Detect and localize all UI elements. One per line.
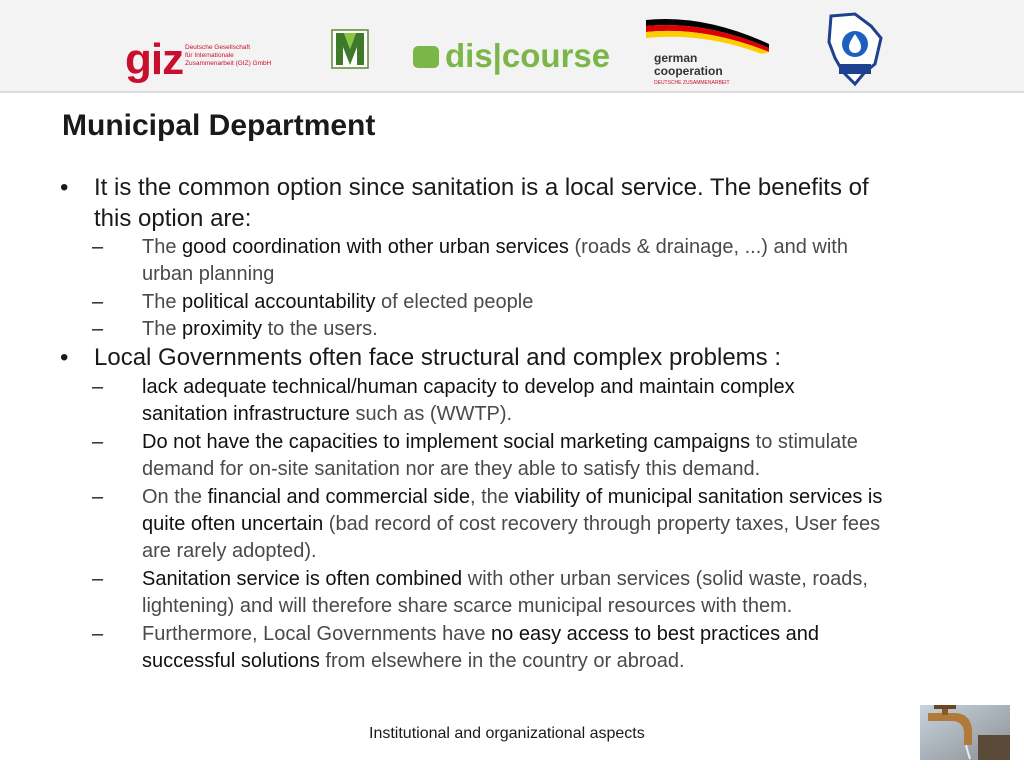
german-cooperation-subtitle: DEUTSCHE ZUSAMMENARBEIT: [654, 80, 730, 86]
highlight-text: quite often uncertain: [142, 513, 324, 535]
discourse-logo-box: [413, 46, 439, 68]
discourse-logo-text: dis|course: [445, 37, 611, 74]
bullet-2-sub-2-line-1: [142, 429, 858, 456]
bullet-marker: •: [60, 174, 69, 201]
german-flag-swoosh-icon: [644, 14, 774, 54]
text-run: such as (WWTP).: [349, 403, 513, 425]
bullet-marker: •: [60, 344, 69, 371]
highlight-text: viability of municipal sanitation services is: [514, 486, 883, 508]
highlight-text: Do not have the capacities to implement social marketing campaigns: [142, 431, 751, 453]
highlight-text: political accountability: [182, 291, 376, 313]
bullet-2-sub-5-line-2: [142, 648, 685, 675]
kenya-water-services-trust-fund-logo: [825, 12, 885, 88]
m-logo-icon: [331, 29, 369, 69]
bullet-1-sub-1-line-2: urban planning: [142, 263, 275, 285]
text-run: with other urban services (solid waste, roads,: [462, 568, 868, 590]
text-run: from elsewhere in the country or abroad.: [319, 650, 685, 672]
text-run: The: [142, 318, 183, 340]
highlight-text: successful solutions: [142, 650, 320, 672]
discourse-logo: [413, 37, 611, 74]
text-run: (roads & drainage, ...) and with: [568, 236, 848, 258]
highlight-text: proximity: [182, 318, 263, 340]
dash-marker: –: [92, 431, 104, 453]
bullet-2-sub-1-line-2: [142, 401, 512, 428]
bullet-2-sub-4-line-2: lightening) and will therefore share scarce municipal resources with them.: [142, 595, 793, 617]
bullet-1-sub-3: [142, 316, 378, 343]
bullet-1-line-1: It is the common option since sanitation is a local service. The benefits of: [94, 174, 869, 201]
text-run: Furthermore, Local Governments have: [142, 623, 492, 645]
dash-marker: –: [92, 318, 104, 340]
text-run: The: [142, 236, 183, 258]
bullet-2-sub-5-line-1: [142, 621, 819, 648]
dash-marker: –: [92, 236, 104, 258]
bullet-2-sub-2-line-2: demand for on-site sanitation nor are they able to satisfy this demand.: [142, 458, 761, 480]
highlight-text: Sanitation service is often combined: [142, 568, 463, 590]
bullet-2-sub-1-line-1: [142, 374, 795, 401]
text-run: The: [142, 291, 183, 313]
dash-marker: –: [92, 291, 104, 313]
german-cooperation-logo: [644, 14, 774, 90]
highlight-text: no easy access to best practices and: [491, 623, 820, 645]
logo-bar: [0, 0, 1024, 93]
text-run: to stimulate: [750, 431, 858, 453]
giz-logo-mark: giz: [125, 35, 184, 84]
bullet-1-sub-1-line-1: [142, 234, 848, 261]
dash-marker: –: [92, 568, 104, 590]
bullet-1-line-2: this option are:: [94, 205, 252, 232]
bullet-2-sub-3-line-2: [142, 511, 880, 538]
bullet-2-sub-4-line-1: [142, 566, 868, 593]
text-run: to the users.: [262, 318, 378, 340]
text-run: , the: [469, 486, 515, 508]
text-run: of elected people: [375, 291, 534, 313]
dash-marker: –: [92, 623, 104, 645]
german-cooperation-text: german cooperation: [654, 51, 723, 78]
giz-logo: [125, 35, 295, 84]
text-run: On the: [142, 486, 208, 508]
bullet-2-sub-3-line-1: [142, 484, 882, 511]
highlight-text: lack adequate technical/human capacity to develop and maintain complex: [142, 376, 795, 398]
highlight-text: financial and commercial side: [207, 486, 470, 508]
page-title: Municipal Department: [62, 109, 376, 142]
giz-logo-text: Deutsche Gesellschaft für Internationale Zusammenarbeit (GIZ) GmbH: [185, 44, 272, 67]
bullet-1-sub-2: [142, 289, 533, 316]
bullet-2-sub-3-line-3: are rarely adopted).: [142, 540, 317, 562]
water-tap-photo: [920, 705, 1010, 760]
dash-marker: –: [92, 486, 104, 508]
highlight-text: sanitation infrastructure: [142, 403, 350, 425]
footer-text: Institutional and organizational aspects: [369, 725, 645, 742]
dash-marker: –: [92, 376, 104, 398]
bullet-2-line-1: Local Governments often face structural and complex problems :: [94, 344, 781, 371]
text-run: (bad record of cost recovery through property taxes, User fees: [323, 513, 881, 535]
highlight-text: good coordination with other urban services: [182, 236, 569, 258]
